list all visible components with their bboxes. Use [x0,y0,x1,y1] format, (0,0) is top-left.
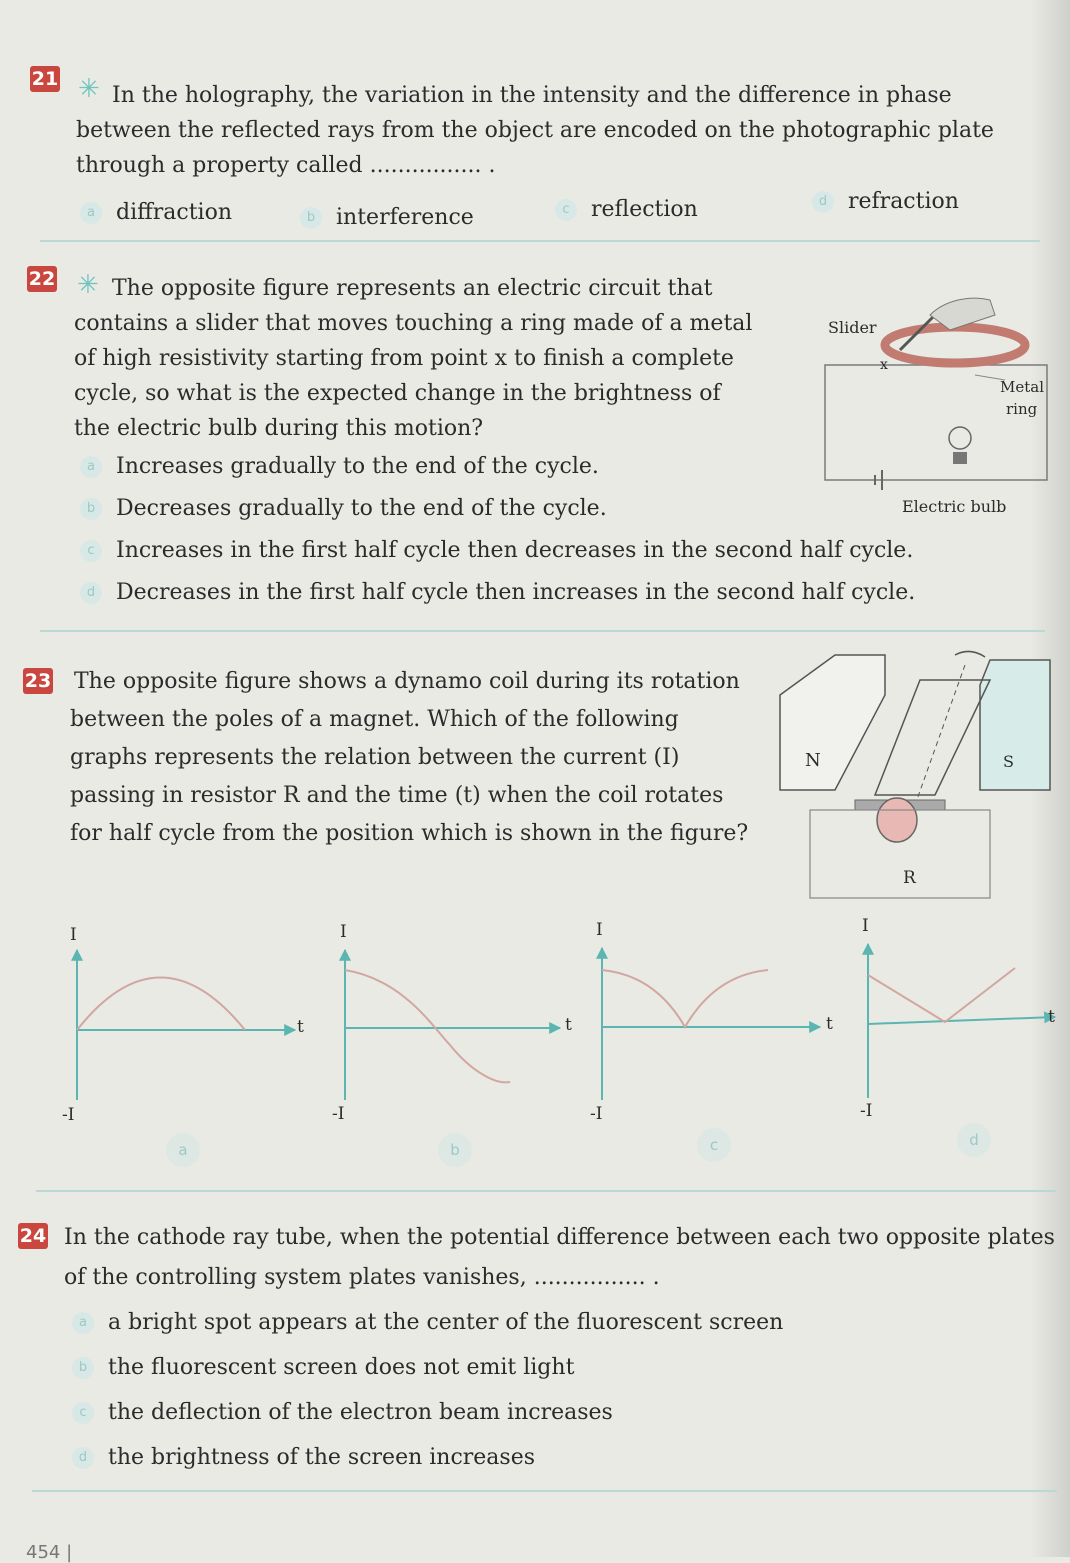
graph-c-y-label: I [596,920,603,940]
metal-ring-label-2: ring [1006,400,1038,418]
curve-a [77,978,245,1031]
current-graphs [55,920,1060,1120]
star-icon: ✳ [78,74,100,104]
resistor-label: R [903,868,916,888]
option-a-bubble: a [80,202,102,224]
north-label: N [805,750,821,771]
divider [40,240,1040,242]
option-b-bubble: b [72,1357,94,1379]
q21-option-b[interactable] [300,205,474,230]
south-label: S [1003,752,1014,771]
option-c-bubble: c [80,540,102,562]
option-text: Decreases gradually to the end of the cycle. [116,496,607,521]
option-text: interference [336,205,474,230]
page-number: 454 | [26,1542,73,1563]
graph-a-option[interactable]: a [166,1133,200,1167]
option-text: Increases in the first half cycle then decreases in the second half cycle. [116,538,914,563]
graph-a-yneg-label: -I [62,1105,75,1125]
q22-option-a[interactable] [80,454,599,479]
curve-c [602,970,768,1027]
option-text: the deflection of the electron beam increases [108,1400,613,1425]
q22-option-d[interactable] [80,580,915,605]
option-text: reflection [591,197,698,222]
q22-option-b[interactable] [80,496,607,521]
q24-option-b[interactable] [72,1355,574,1380]
question-22-stem: The opposite figure represents an electric circuit that contains a slider that moves touching a ring made of a metal of high resistivity starting from point x to finish a complete cycle, so what is the expected change in the brightness of the electric bulb during this motion? [74,276,753,441]
graph-a-y-label: I [70,925,77,945]
curve-b [345,970,510,1082]
question-23-stem: The opposite figure shows a dynamo coil during its rotation between the poles of a magnet. Which of the following graphs represents the relation between the current (I) passing in resistor R and the time (t) when the coil rotates for half cycle from the position which is shown in the figure? [70,669,749,846]
graph-d-yneg-label: -I [860,1101,873,1121]
curve-d [868,968,1015,1022]
q21-option-a[interactable] [80,200,232,225]
option-a-bubble: a [80,456,102,478]
option-d-bubble: d [812,191,834,213]
option-a-bubble: a [72,1312,94,1334]
option-c-bubble: c [72,1402,94,1424]
option-b-bubble: b [80,498,102,520]
graph-c-x-label: t [826,1014,833,1034]
option-c-bubble: c [555,199,577,221]
option-text: the brightness of the screen increases [108,1445,536,1470]
option-text: diffraction [116,200,232,225]
bulb-icon [949,427,971,449]
graph-c-option[interactable]: c [697,1128,731,1162]
rotation-arrow [955,651,985,657]
q24-option-c[interactable] [72,1400,613,1425]
option-text: refraction [848,189,959,214]
question-23-number: 23 [24,670,52,692]
option-text: Increases gradually to the end of the cycle. [116,454,599,479]
divider [36,1190,1056,1192]
q24-option-a[interactable] [72,1310,783,1335]
q24-option-d[interactable] [72,1445,535,1470]
graph-d [868,944,1055,1098]
q22-option-c[interactable] [80,538,913,563]
bulb-base [953,452,967,464]
q21-option-c[interactable] [555,197,698,222]
question-24-number: 24 [19,1225,47,1247]
graph-b-y-label: I [340,922,347,942]
q21-option-d[interactable] [812,189,959,214]
graph-b-x-label: t [565,1015,572,1035]
option-text: Decreases in the first half cycle then increases in the second half cycle. [116,580,916,605]
electric-bulb-label: Electric bulb [902,497,1007,516]
coil [875,680,990,795]
graph-a-x-label: t [297,1017,304,1037]
question-21-number: 21 [31,68,59,90]
graph-d-option[interactable]: d [957,1123,991,1157]
option-b-bubble: b [300,207,322,229]
graph-d-y-label: I [862,916,869,936]
graph-c [602,948,820,1100]
graph-b-yneg-label: -I [332,1104,345,1124]
divider [40,630,1045,632]
graph-c-yneg-label: -I [590,1104,603,1124]
option-text: a bright spot appears at the center of the fluorescent screen [108,1310,784,1335]
option-d-bubble: d [72,1447,94,1469]
metal-ring-label-1: Metal [1000,378,1045,396]
commutator [877,798,917,842]
question-24-stem: In the cathode ray tube, when the potential difference between each two opposite plates of the controlling system plates vanishes, ................ . [64,1225,1055,1290]
x-axis [868,1017,1055,1024]
star-icon: ✳ [77,270,99,300]
divider [32,1490,1057,1492]
question-21-stem: In the holography, the variation in the intensity and the difference in phase between the reflected rays from the object are encoded on the photographic plate through a property called ................ . [76,83,994,178]
option-text: the fluorescent screen does not emit light [108,1355,575,1380]
graph-b [345,950,560,1100]
north-pole [780,655,885,790]
graph-a [77,950,295,1100]
graph-b-option[interactable]: b [438,1133,472,1167]
point-x-label: x [880,357,888,373]
dynamo-figure [775,645,1060,900]
question-22-number: 22 [28,268,56,290]
graph-d-x-label: t [1048,1007,1055,1027]
slider-label: Slider [828,318,877,337]
option-d-bubble: d [80,582,102,604]
